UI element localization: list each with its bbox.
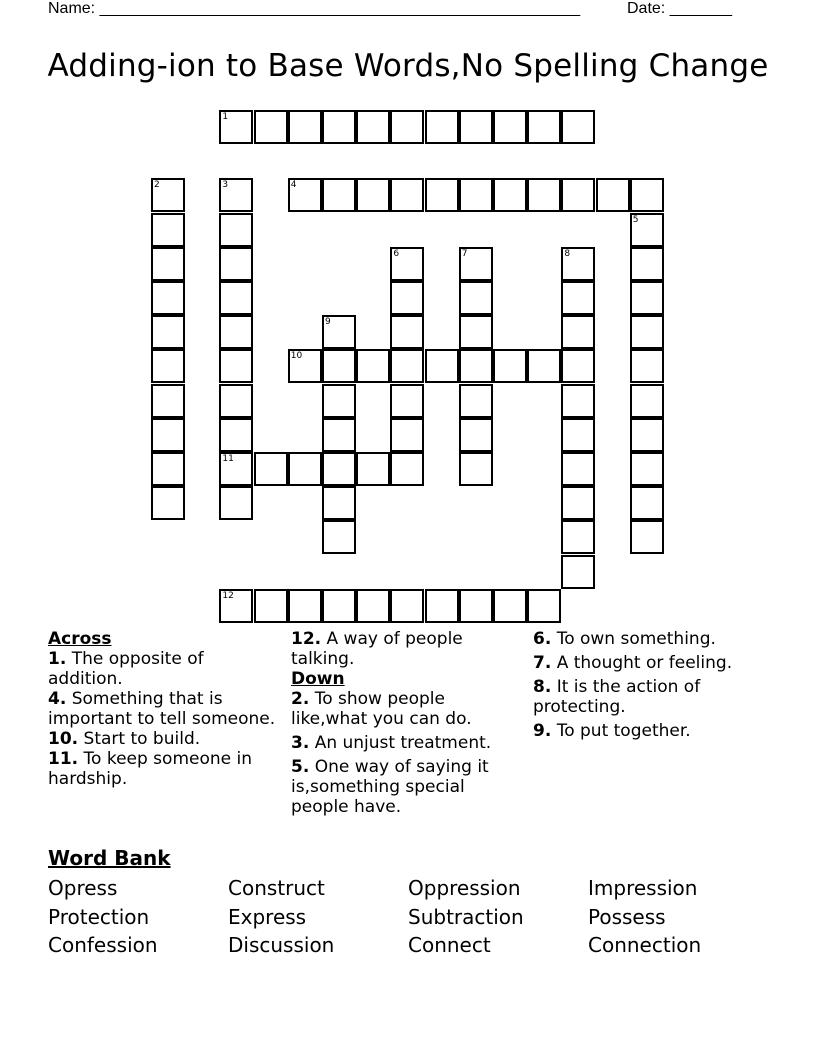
word-bank — [48, 874, 768, 960]
clues-column-2 — [291, 629, 523, 817]
crossword-cell[interactable] — [219, 486, 253, 520]
clues-column-1 — [48, 629, 278, 789]
crossword-cell[interactable] — [459, 110, 493, 144]
crossword-cell[interactable] — [459, 247, 493, 281]
clue-number: 7. — [533, 653, 552, 673]
clue-across-12 — [291, 629, 523, 669]
crossword-cell[interactable] — [356, 110, 390, 144]
clue-across-1 — [48, 649, 278, 689]
crossword-cell[interactable] — [630, 418, 664, 452]
crossword-cell[interactable] — [151, 349, 185, 383]
word-bank-item: Subtraction — [408, 904, 524, 929]
crossword-cell[interactable] — [630, 315, 664, 349]
crossword-cell[interactable] — [322, 589, 356, 623]
clue-across-11 — [48, 749, 278, 789]
clue-across-10 — [48, 729, 278, 749]
clue-number: 4. — [48, 689, 67, 709]
crossword-cell[interactable] — [322, 349, 356, 383]
crossword-cell[interactable] — [322, 110, 356, 144]
crossword-cell[interactable] — [425, 349, 459, 383]
crossword-cell[interactable] — [630, 281, 664, 315]
word-bank-item: Oppression — [408, 876, 521, 900]
clue-number: 11. — [48, 749, 79, 769]
crossword-cell[interactable] — [561, 555, 595, 589]
word-bank-item: Impression — [588, 876, 698, 900]
crossword-cell[interactable] — [561, 452, 595, 486]
crossword-cell[interactable] — [561, 384, 595, 418]
clue-text: It is the action of protecting. — [533, 677, 701, 717]
crossword-cell[interactable] — [459, 349, 493, 383]
clue-number: 12. — [291, 629, 322, 649]
clue-text: A thought or feeling. — [551, 653, 733, 673]
crossword-cell[interactable] — [390, 452, 424, 486]
clue-number-label: 11 — [222, 454, 234, 464]
crossword-cell[interactable] — [288, 110, 322, 144]
word-bank-item: Express — [228, 904, 307, 929]
crossword-cell[interactable] — [630, 213, 664, 247]
clue-number-label: 9 — [325, 317, 331, 328]
clue-number-label: 3 — [222, 180, 229, 191]
down-heading: Down — [291, 669, 345, 689]
name-field-label[interactable]: Name: ______________________________________________________ — [48, 0, 581, 17]
crossword-cell[interactable] — [219, 384, 253, 418]
clue-text: To show people like,what you can do. — [291, 689, 472, 729]
crossword-cell[interactable] — [219, 281, 253, 315]
clue-text: The opposite of addition. — [48, 649, 204, 689]
word-bank-item: Construct — [228, 876, 325, 900]
clues-column-3 — [533, 629, 773, 741]
crossword-cell[interactable] — [493, 110, 527, 144]
crossword-cell[interactable] — [288, 589, 322, 623]
crossword-cell[interactable] — [322, 520, 356, 554]
crossword-cell[interactable] — [390, 247, 424, 281]
crossword-cell[interactable] — [561, 418, 595, 452]
crossword-cell[interactable] — [561, 520, 595, 554]
clue-down-2 — [291, 689, 523, 729]
crossword-cell[interactable] — [390, 178, 424, 212]
crossword-cell[interactable] — [459, 452, 493, 486]
crossword-cell[interactable] — [630, 247, 664, 281]
clue-down-7 — [533, 653, 773, 673]
crossword-cell[interactable] — [151, 418, 185, 452]
crossword-cell[interactable] — [459, 315, 493, 349]
crossword-cell[interactable] — [288, 452, 322, 486]
crossword-cell[interactable] — [630, 178, 664, 212]
word-bank-item: Connection — [588, 933, 702, 957]
crossword-cell[interactable] — [459, 281, 493, 315]
clue-text: One way of saying it is,something special people have. — [291, 757, 489, 817]
clue-number-label: 5 — [632, 214, 639, 225]
crossword-cell[interactable] — [322, 452, 356, 486]
crossword-cell[interactable] — [356, 349, 390, 383]
crossword-cell[interactable] — [425, 110, 459, 144]
crossword-cell[interactable] — [561, 349, 595, 383]
clue-down-6 — [533, 629, 773, 649]
crossword-cell[interactable] — [561, 247, 595, 281]
crossword-cell[interactable] — [219, 589, 253, 623]
clue-text: To put together. — [551, 721, 691, 741]
word-bank-item: Protection — [48, 904, 150, 929]
crossword-cell[interactable] — [596, 178, 630, 212]
crossword-cell[interactable] — [390, 418, 424, 452]
crossword-cell[interactable] — [151, 178, 185, 212]
crossword-cell[interactable] — [561, 281, 595, 315]
clue-text: Start to build. — [78, 729, 201, 749]
clue-text: To own something. — [551, 629, 716, 649]
across-heading: Across — [48, 629, 112, 649]
crossword-cell[interactable] — [219, 247, 253, 281]
crossword-cell[interactable] — [390, 315, 424, 349]
clue-number-label: 8 — [564, 248, 571, 259]
crossword-cell[interactable] — [356, 452, 390, 486]
crossword-cell[interactable] — [630, 349, 664, 383]
crossword-cell[interactable] — [459, 418, 493, 452]
date-field-label[interactable]: Date: _______ — [627, 0, 732, 17]
crossword-cell[interactable] — [390, 110, 424, 144]
clue-text: Something that is important to tell someone. — [48, 689, 276, 729]
crossword-cell[interactable] — [219, 349, 253, 383]
crossword-cell[interactable] — [219, 213, 253, 247]
crossword-cell[interactable] — [322, 178, 356, 212]
crossword-cell[interactable] — [459, 589, 493, 623]
crossword-cell[interactable] — [390, 281, 424, 315]
clue-number: 6. — [533, 629, 552, 649]
crossword-cell[interactable] — [630, 452, 664, 486]
clue-text: To keep someone in hardship. — [48, 749, 252, 789]
crossword-cell[interactable] — [425, 178, 459, 212]
crossword-cell[interactable] — [630, 384, 664, 418]
clue-number-label: 10 — [290, 351, 303, 362]
clue-down-8 — [533, 677, 773, 717]
crossword-cell[interactable] — [219, 178, 253, 212]
clue-down-9 — [533, 721, 773, 741]
word-bank-title: Word Bank — [48, 846, 171, 870]
crossword-cell[interactable] — [219, 418, 253, 452]
crossword-cell[interactable] — [527, 178, 561, 212]
clue-number: 9. — [533, 721, 552, 741]
crossword-cell[interactable] — [459, 384, 493, 418]
word-bank-item: Confession — [48, 933, 158, 957]
crossword-cell[interactable] — [425, 589, 459, 623]
clue-number: 8. — [533, 677, 552, 697]
crossword-cell[interactable] — [390, 589, 424, 623]
clue-number: 2. — [291, 689, 310, 709]
clue-number-label: 2 — [154, 180, 160, 191]
crossword-cell[interactable] — [527, 110, 561, 144]
clue-number: 5. — [291, 757, 310, 777]
crossword-cell[interactable] — [322, 384, 356, 418]
crossword-cell[interactable] — [493, 349, 527, 383]
crossword-cell[interactable] — [219, 452, 253, 486]
crossword-cell[interactable] — [219, 315, 253, 349]
crossword-cell[interactable] — [493, 589, 527, 623]
clue-number-label: 1 — [222, 112, 229, 122]
crossword-cell[interactable] — [527, 349, 561, 383]
crossword-cell[interactable] — [561, 178, 595, 212]
crossword-cell[interactable] — [561, 110, 595, 144]
crossword-cell[interactable] — [254, 110, 288, 144]
word-bank-item: Opress — [48, 876, 118, 900]
word-bank-item: Connect — [408, 933, 491, 957]
clue-number-label: 4 — [290, 180, 297, 191]
crossword-cell[interactable] — [459, 178, 493, 212]
crossword-cell[interactable] — [288, 349, 322, 383]
crossword-cell[interactable] — [322, 315, 356, 349]
clue-number: 3. — [291, 733, 310, 753]
crossword-cell[interactable] — [390, 384, 424, 418]
crossword-cell[interactable] — [151, 213, 185, 247]
crossword-cell[interactable] — [527, 589, 561, 623]
crossword-cell[interactable] — [322, 486, 356, 520]
clue-across-4 — [48, 689, 278, 729]
clue-down-3 — [291, 733, 523, 753]
clue-number-label: 7 — [461, 248, 468, 259]
clue-number: 1. — [48, 649, 67, 669]
crossword-cell[interactable] — [254, 589, 288, 623]
clue-down-5 — [291, 757, 523, 817]
crossword-cell[interactable] — [630, 520, 664, 554]
crossword-cell[interactable] — [356, 178, 390, 212]
crossword-cell[interactable] — [151, 486, 185, 520]
clue-text: An unjust treatment. — [309, 733, 492, 753]
crossword-cell[interactable] — [254, 452, 288, 486]
crossword-cell[interactable] — [151, 247, 185, 281]
name-date-line — [48, 0, 748, 20]
clue-number-label: 12 — [222, 590, 234, 601]
crossword-cell[interactable] — [630, 486, 664, 520]
crossword-cell[interactable] — [390, 349, 424, 383]
crossword-cell[interactable] — [151, 452, 185, 486]
crossword-cell[interactable] — [151, 384, 185, 418]
clue-number-label: 6 — [393, 248, 400, 259]
crossword-cell[interactable] — [322, 418, 356, 452]
page-title: Adding-ion to Base Words,No Spelling Change — [47, 48, 769, 84]
crossword-cell[interactable] — [151, 281, 185, 315]
crossword-cell[interactable] — [151, 315, 185, 349]
crossword-cell[interactable] — [561, 486, 595, 520]
clue-number: 10. — [48, 729, 79, 749]
clue-text: A way of people talking. — [291, 629, 463, 669]
crossword-cell[interactable] — [288, 178, 322, 212]
crossword-cell[interactable] — [493, 178, 527, 212]
crossword-cell[interactable] — [561, 315, 595, 349]
word-bank-item: Discussion — [228, 933, 335, 957]
crossword-cell[interactable] — [219, 110, 253, 144]
crossword-cell[interactable] — [356, 589, 390, 623]
word-bank-item: Possess — [588, 904, 666, 929]
